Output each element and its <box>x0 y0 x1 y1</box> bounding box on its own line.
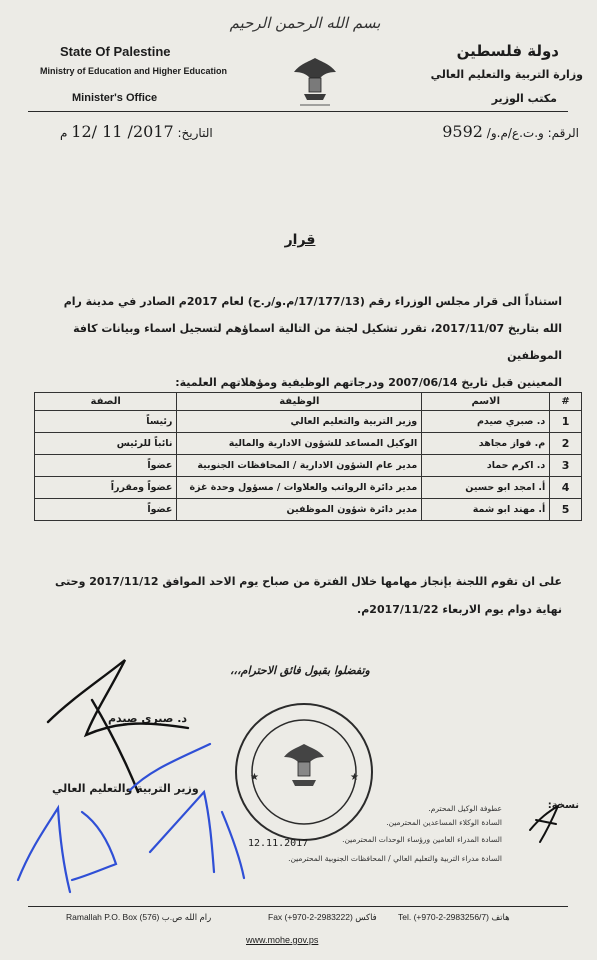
copies-label: نسخة: <box>547 800 579 811</box>
ministry-seal-icon <box>232 700 376 844</box>
eagle-emblem-icon <box>290 52 340 108</box>
duration-paragraph <box>36 568 562 624</box>
intro-paragraph <box>36 288 562 396</box>
date-label: التاريخ: <box>177 126 213 140</box>
row-name: د. صبري صيدم <box>422 411 550 433</box>
pobox-ar: رام الله ص.ب <box>161 912 212 922</box>
row-name: د. اكرم حماد <box>422 455 550 477</box>
row-job: مدير دائرة الرواتب والعلاوات / مسؤول وحدة غزة <box>177 477 422 499</box>
table-row <box>35 499 582 521</box>
footer-pobox <box>66 912 211 923</box>
ref-label: الرقم: و.ت.ع/م.و/ <box>486 126 579 140</box>
row-role: عضواً ومقرراً <box>35 477 177 499</box>
en-ministry-name: Ministry of Education and Higher Education <box>40 66 228 76</box>
tel-ar: هاتف <box>491 912 510 922</box>
table-header-row <box>35 393 582 411</box>
footer-website-link[interactable]: www.mohe.gov.ps <box>246 935 319 945</box>
row-name: م. فواز مجاهد <box>422 433 550 455</box>
row-num: 4 <box>550 477 582 499</box>
document-reference <box>442 122 579 141</box>
table-row <box>35 433 582 455</box>
document-date <box>60 122 213 141</box>
intro-line-2: الله بتاريخ 2017/11/07، تقرر تشكيل لجنة من التالية اسماؤهم لتسجيل اسماء وبيانات كافة الموظفين <box>73 322 562 362</box>
seal-date: 12.11.2017 <box>248 838 309 849</box>
row-role: عضواً <box>35 499 177 521</box>
row-job: مدير عام الشؤون الادارية / المحافظات الجنوبية <box>177 455 422 477</box>
row-num: 2 <box>550 433 582 455</box>
intro-line-3: المعينين قبل تاريخ 2007/06/14 ودرجاتهم الوظيفية ومؤهلاتهم العلمية: <box>175 376 562 389</box>
row-num: 1 <box>550 411 582 433</box>
row-name: أ. امجد ابو حسين <box>422 477 550 499</box>
ar-ministry-name: وزارة التربية والتعليم العالي <box>430 68 583 81</box>
row-name: أ. مهند ابو شمة <box>422 499 550 521</box>
intro-line-1: استناداً الى قرار مجلس الوزراء رقم (17/177/13/م.و/ر.ح) لعام 2017م الصادر في مدينة رام <box>63 295 562 308</box>
signatory-name: د. صبري صيدم <box>108 712 188 725</box>
fax-ar: فاكس <box>355 912 377 922</box>
footer-fax <box>268 912 377 923</box>
duration-line-1: على ان تقوم اللجنة بإنجاز مهامها خلال الفترة من صباح يوم الاحد الموافق 2017/11/12 وحتى <box>55 575 562 588</box>
tel-en: Tel. (+970-2-2983256/7) <box>398 912 489 922</box>
ar-office-name: مكتب الوزير <box>491 92 557 105</box>
row-num: 3 <box>550 455 582 477</box>
date-suffix: م <box>60 126 68 140</box>
header-divider <box>28 111 568 112</box>
en-state-name: State Of Palestine <box>60 44 171 59</box>
date-value: 2017/ 11 /12 <box>71 122 174 141</box>
footer-tel <box>398 912 510 923</box>
row-job: وزير التربية والتعليم العالي <box>177 411 422 433</box>
signatory-title: وزير التربية والتعليم العالي <box>52 782 199 795</box>
header-job: الوظيفة <box>177 393 422 411</box>
header-role: الصفة <box>35 393 177 411</box>
table-row <box>35 477 582 499</box>
footer-divider <box>28 906 568 907</box>
table-row <box>35 455 582 477</box>
row-job: الوكيل المساعد للشؤون الادارية والمالية <box>177 433 422 455</box>
duration-line-2: نهاية دوام يوم الاربعاء 2017/11/22م. <box>357 603 562 616</box>
closing-greeting: وتفضلوا بقبول فائق الاحترام،،، <box>230 664 370 677</box>
committee-table <box>34 392 582 521</box>
fax-en: Fax (+970-2-2983222) <box>268 912 353 922</box>
row-role: نائباً للرئيس <box>35 433 177 455</box>
copy-item: السادة الوكلاء المساعدين المحترمين. <box>386 818 502 827</box>
ar-state-name: دولة فلسطين <box>456 42 559 60</box>
copy-item: عطوفة الوكيل المحترم. <box>428 804 502 813</box>
copy-item: السادة مدراء التربية والتعليم العالي / المحافظات الجنوبية المحترمين. <box>288 854 502 863</box>
en-office-name: Minister's Office <box>72 92 158 104</box>
basmala: بسم الله الرحمن الرحيم <box>229 14 381 32</box>
row-num: 5 <box>550 499 582 521</box>
header-num: # <box>550 393 582 411</box>
row-role: عضواً <box>35 455 177 477</box>
pobox-en: Ramallah P.O. Box (576) <box>66 912 160 922</box>
svg-text:★: ★ <box>250 772 259 783</box>
table-row <box>35 411 582 433</box>
copy-item: السادة المدراء العامين ورؤساء الوحدات المحترمين. <box>342 835 502 844</box>
svg-text:★: ★ <box>350 772 359 783</box>
decision-title: قرار <box>284 232 316 248</box>
row-role: رئيساً <box>35 411 177 433</box>
ref-value: 9592 <box>442 122 483 141</box>
header-name: الاسم <box>422 393 550 411</box>
row-job: مدير دائرة شؤون الموظفين <box>177 499 422 521</box>
